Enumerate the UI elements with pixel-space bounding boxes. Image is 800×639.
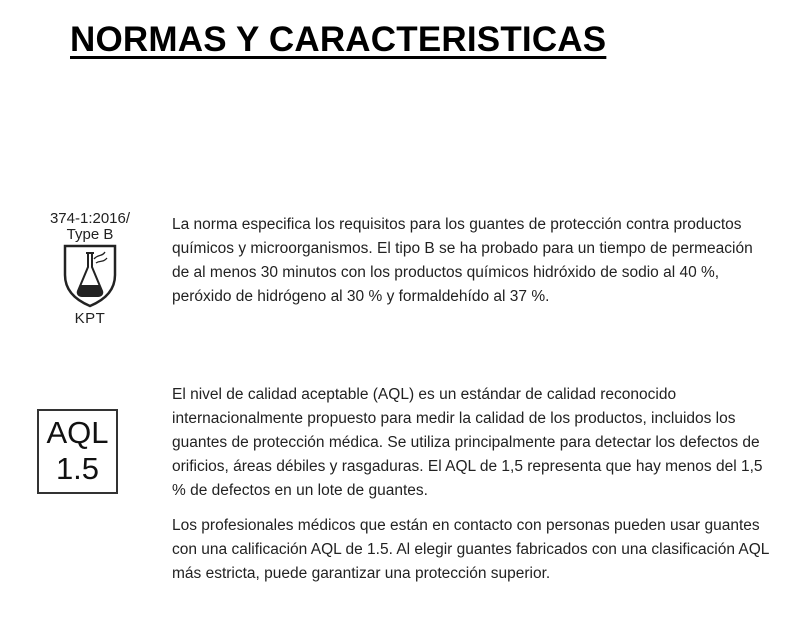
aql-badge-label: AQL — [46, 415, 109, 450]
chemical-letter-codes: KPT — [74, 310, 106, 327]
en374-description: La norma especifica los requisitos para los guantes de protección contra productos químicos y microorganismos. El tipo B se ha probado para un tiempo de permeación de al menos 30 minutos con los productos químicos hidróxido de sodio al 40 %, peróxido de hidrógeno al 30 % y formaldehído al 37 %. — [172, 216, 753, 305]
aql-badge — [37, 409, 118, 494]
flask-shield-icon — [60, 243, 120, 309]
aql-recommendation: Los profesionales médicos que están en contacto con personas pueden usar guantes con una calificación AQL de 1.5. Al elegir guantes fabricados con una clasificación AQL más estricta, puede garantizar una protección superior. — [172, 517, 769, 582]
standard-code: 374-1:2016/ — [49, 210, 131, 227]
en374-pictogram — [40, 211, 140, 331]
page-title: NORMAS Y CARACTERISTICAS — [70, 20, 607, 59]
aql-badge-value: 1.5 — [55, 451, 100, 486]
standard-type: Type B — [66, 226, 114, 243]
aql-description: El nivel de calidad aceptable (AQL) es un estándar de calidad reconocido internacionalmente propuesto para medir la calidad de los productos, incluidos los guantes de protección médica. Se utiliza principalmente para detectar los defectos de orificios, áreas débiles y rasgaduras. El AQL de 1,5 representa que hay menos del 1,5 % de defectos en un lote de guantes. — [172, 386, 763, 499]
